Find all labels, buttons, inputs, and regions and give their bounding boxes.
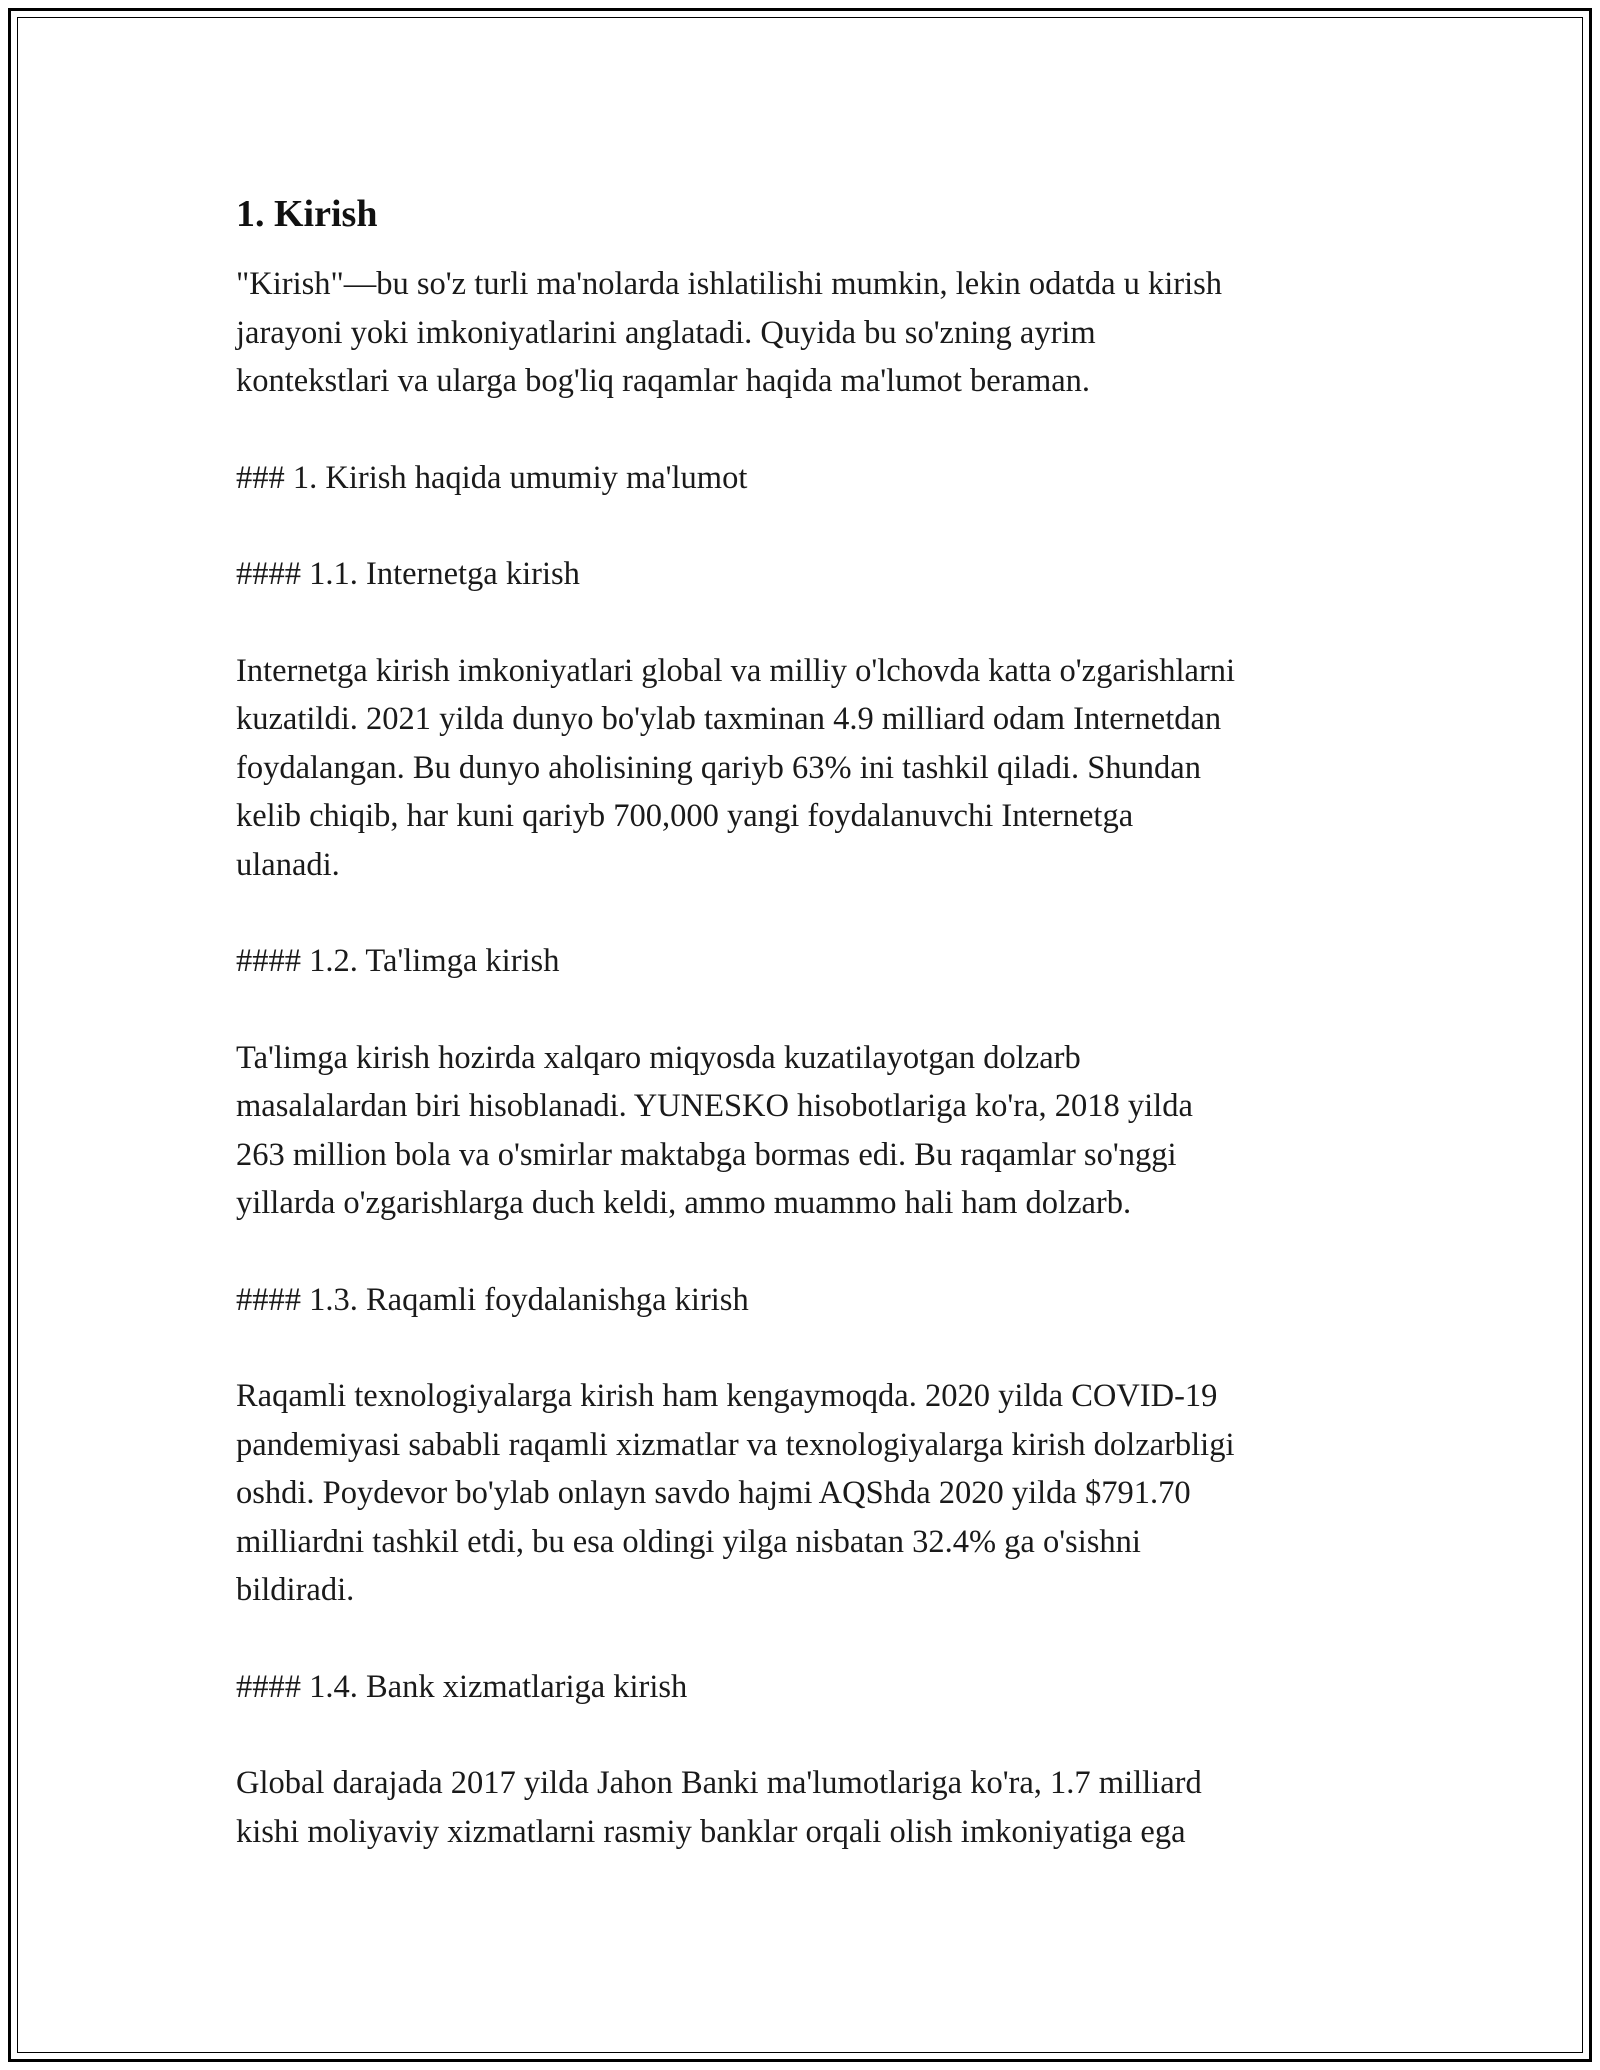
- digital-access-paragraph: Raqamli texnologiyalarga kirish ham kengaymoqda. 2020 yilda COVID-19 pandemiyasi sababli raqamli xizmatlar va texnologiyalarga kirish dolzarbligi oshdi. Poydevor bo'ylab onlayn savdo hajmi AQShda 2020 yilda $791.70 milliardni tashkil etdi, bu esa oldingi yilga nisbatan 32.4% ga o'sishni bildiradi.: [236, 1378, 1235, 1608]
- document-title: 1. Kirish: [236, 193, 378, 235]
- document-body: [236, 188, 1376, 1904]
- subsection-heading-banking-access: #### 1.4. Bank xizmatlariga kirish: [236, 1668, 688, 1705]
- subsection-heading-digital-access: #### 1.3. Raqamli foydalanishga kirish: [236, 1281, 749, 1318]
- internet-access-paragraph: Internetga kirish imkoniyatlari global va milliy o'lchovda katta o'zgarishlarni kuzatildi. 2021 yilda dunyo bo'ylab taxminan 4.9 milliard odam Internetdan foydalangan. Bu dunyo aholisining qariyb 63% ini tashkil qiladi. Shundan kelib chiqib, har kuni qariyb 700,000 yangi foydalanuvchi Internetga ulanadi.: [236, 652, 1236, 883]
- subsection-heading-internet-access: #### 1.1. Internetga kirish: [236, 556, 580, 592]
- subsection-heading-education-access: #### 1.2. Ta'limga kirish: [236, 943, 560, 979]
- intro-paragraph: "Kirish"—bu so'z turli ma'nolarda ishlatilishi mumkin, lekin odatda u kirish jarayoni yoki imkoniyatlarini anglatadi. Quyida bu so'zning ayrim kontekstlari va ularga bog'liq raqamlar haqida ma'lumot beraman.: [236, 266, 1223, 399]
- section-heading-general-info: ### 1. Kirish haqida umumiy ma'lumot: [236, 459, 748, 496]
- banking-access-paragraph: Global darajada 2017 yilda Jahon Banki ma'lumotlariga ko'ra, 1.7 milliard kishi moliyaviy xizmatlarni rasmiy banklar orqali olish imkoniyatiga ega: [236, 1765, 1202, 1850]
- education-access-paragraph: Ta'limga kirish hozirda xalqaro miqyosda kuzatilayotgan dolzarb masalalardan biri hisoblanadi. YUNESKO hisobotlariga ko'ra, 2018 yilda 263 million bola va o'smirlar maktabga bormas edi. Bu raqamlar so'nggi yillarda o'zgarishlarga duch keldi, ammo muammo hali ham dolzarb.: [236, 1039, 1193, 1221]
